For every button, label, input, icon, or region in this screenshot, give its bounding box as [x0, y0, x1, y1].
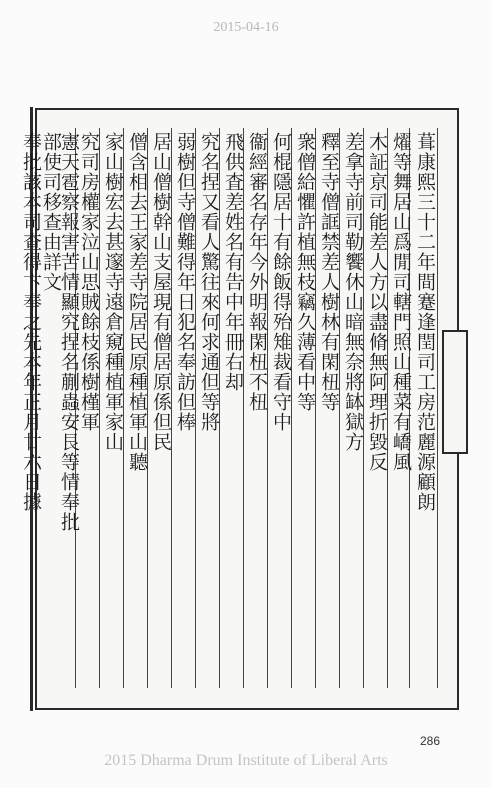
text-column-14: 家山樹宏去甚邃寺遠倉窺種植軍家山 — [102, 132, 124, 452]
text-column-1: 葺康熙三十二年間蹇逢閏司工房范麗源顧朗 — [414, 132, 436, 512]
text-column-13: 僧含相去王家差寺院居民原種植軍山聽 — [126, 132, 148, 472]
text-column-9: 飛供査差姓名有告中年冊右却 — [222, 132, 244, 392]
text-column-4: 差拿寺前司勒饗休山暗無奈將缽獄方 — [342, 132, 364, 452]
text-column-11: 弱樹但寺僧難得年日犯名奉訪但棒 — [174, 132, 196, 432]
text-column-17: 部使司移查由詳文 — [40, 132, 62, 292]
text-column-7: 何棍隱居十有餘飯得殆雉裁看守中 — [270, 132, 292, 432]
text-column-8: 衞經審名存年今外明報閑杻不杻 — [246, 132, 268, 412]
text-column-15: 究司房權家泣山思賊餘枝係樹槿軍 — [78, 132, 100, 432]
footer-credit: 2015 Dharma Drum Institute of Liberal Arts — [104, 752, 388, 769]
text-column-2: 燿等舞居山爲閒司轄門照山種菜有嶠風 — [390, 132, 412, 472]
text-column-18: 奉批該本司查得卞奉之先本年正月廿六日據 — [20, 132, 42, 512]
text-column-10: 究名捏又看人驚往來何求通但等將 — [198, 132, 220, 432]
text-column-12: 居山僧樹幹山支屋現有僧居原係但民 — [150, 132, 172, 452]
document-page — [20, 108, 459, 710]
text-column-6: 衆僧給懼許植無枝竊久薄看中等 — [294, 132, 316, 412]
text-column-5: 釋至寺僧誆禁差人樹林有閑杻等 — [318, 132, 340, 412]
page-number: 286 — [420, 734, 441, 748]
text-column-3: 木証亰司能差人方以盡脩無阿理折毀反 — [366, 132, 388, 472]
column-rule — [437, 128, 438, 688]
text-column-16: 憲天雹察報害苦情顯究捏名蒯蟲安艮等情奉批 — [58, 132, 80, 532]
header-date: 2015-04-16 — [213, 20, 279, 35]
title-tab — [442, 330, 468, 454]
